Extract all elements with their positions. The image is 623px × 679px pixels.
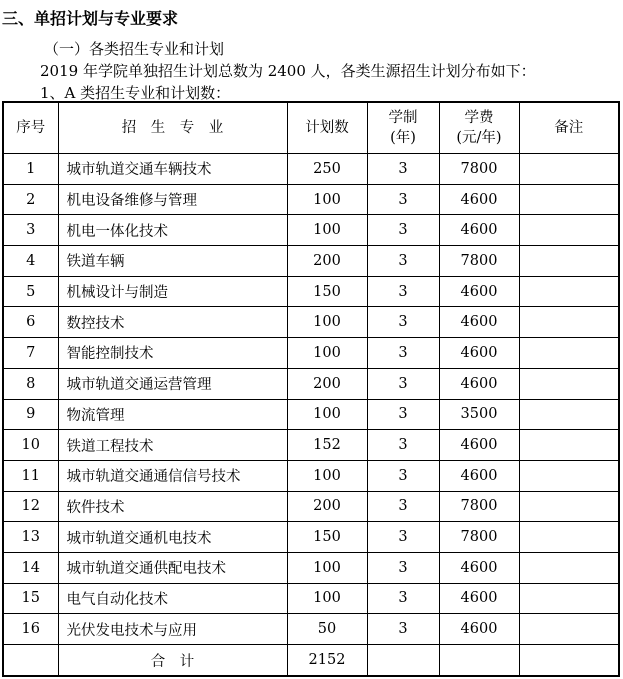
row-major: 机电一体化技术 — [58, 215, 287, 246]
table-row — [3, 246, 619, 277]
row-duration: 3 — [367, 460, 439, 491]
total-fee-cell — [439, 645, 519, 677]
row-plan: 100 — [287, 399, 367, 430]
table-row — [3, 491, 619, 522]
row-fee: 4600 — [439, 430, 519, 461]
header-duration-line2: (年) — [390, 130, 416, 146]
table-row — [3, 307, 619, 338]
row-plan: 200 — [287, 491, 367, 522]
header-plan: 计划数 — [287, 102, 367, 154]
header-duration-line1: 学制 — [388, 110, 418, 126]
row-fee: 4600 — [439, 583, 519, 614]
row-duration: 3 — [367, 276, 439, 307]
row-fee: 7800 — [439, 154, 519, 185]
row-fee: 4600 — [439, 215, 519, 246]
row-note — [519, 276, 619, 307]
total-notes-cell — [519, 645, 619, 677]
table-row — [3, 215, 619, 246]
table-row — [3, 430, 619, 461]
row-note — [519, 552, 619, 583]
row-index: 1 — [3, 154, 58, 185]
row-plan: 150 — [287, 276, 367, 307]
row-major: 物流管理 — [58, 399, 287, 430]
row-note — [519, 583, 619, 614]
row-note — [519, 460, 619, 491]
row-major: 城市轨道交通车辆技术 — [58, 154, 287, 185]
enrollment-plan-table — [2, 101, 620, 677]
row-plan: 100 — [287, 338, 367, 369]
row-duration: 3 — [367, 522, 439, 553]
row-major: 铁道工程技术 — [58, 430, 287, 461]
row-major: 城市轨道交通供配电技术 — [58, 552, 287, 583]
row-major: 智能控制技术 — [58, 338, 287, 369]
row-duration: 3 — [367, 552, 439, 583]
row-note — [519, 522, 619, 553]
row-index: 16 — [3, 614, 58, 645]
header-index: 序号 — [3, 102, 58, 154]
row-note — [519, 491, 619, 522]
total-label: 合 计 — [58, 645, 287, 677]
row-index: 9 — [3, 399, 58, 430]
row-major: 城市轨道交通通信信号技术 — [58, 460, 287, 491]
row-plan: 100 — [287, 583, 367, 614]
row-major: 数控技术 — [58, 307, 287, 338]
table-row — [3, 154, 619, 185]
row-index: 11 — [3, 460, 58, 491]
row-note — [519, 154, 619, 185]
row-major: 机械设计与制造 — [58, 276, 287, 307]
row-note — [519, 184, 619, 215]
row-index: 4 — [3, 246, 58, 277]
row-note — [519, 430, 619, 461]
row-plan: 250 — [287, 154, 367, 185]
row-index: 5 — [3, 276, 58, 307]
row-plan: 100 — [287, 460, 367, 491]
row-major: 电气自动化技术 — [58, 583, 287, 614]
row-index: 14 — [3, 552, 58, 583]
row-index: 3 — [3, 215, 58, 246]
row-plan: 100 — [287, 552, 367, 583]
row-duration: 3 — [367, 154, 439, 185]
total-index-cell — [3, 645, 58, 677]
header-notes: 备注 — [519, 102, 619, 154]
row-duration: 3 — [367, 491, 439, 522]
row-duration: 3 — [367, 307, 439, 338]
header-major: 招 生 专 业 — [58, 102, 287, 154]
row-plan: 100 — [287, 307, 367, 338]
total-duration-cell — [367, 645, 439, 677]
table-row — [3, 368, 619, 399]
table-row — [3, 399, 619, 430]
row-duration: 3 — [367, 246, 439, 277]
header-fee — [439, 102, 519, 154]
table-row — [3, 338, 619, 369]
row-note — [519, 338, 619, 369]
row-fee: 4600 — [439, 552, 519, 583]
row-fee: 4600 — [439, 184, 519, 215]
row-index: 15 — [3, 583, 58, 614]
row-fee: 7800 — [439, 522, 519, 553]
table-header-row — [3, 102, 619, 154]
intro-paragraph: 2019 年学院单独招生计划总数为 2400 人，各类生源招生计划分布如下： — [40, 62, 536, 80]
header-duration — [367, 102, 439, 154]
row-fee: 4600 — [439, 338, 519, 369]
row-plan: 100 — [287, 215, 367, 246]
table-row — [3, 276, 619, 307]
row-duration: 3 — [367, 614, 439, 645]
row-major: 铁道车辆 — [58, 246, 287, 277]
row-note — [519, 399, 619, 430]
row-note — [519, 614, 619, 645]
row-fee: 4600 — [439, 460, 519, 491]
row-duration: 3 — [367, 184, 439, 215]
total-plan: 2152 — [287, 645, 367, 677]
row-duration: 3 — [367, 430, 439, 461]
row-plan: 100 — [287, 184, 367, 215]
row-plan: 150 — [287, 522, 367, 553]
header-fee-line2: (元/年) — [456, 130, 502, 146]
row-plan: 200 — [287, 368, 367, 399]
row-fee: 4600 — [439, 614, 519, 645]
row-fee: 7800 — [439, 246, 519, 277]
row-fee: 7800 — [439, 491, 519, 522]
row-fee: 4600 — [439, 307, 519, 338]
total-row — [3, 645, 619, 677]
row-major: 城市轨道交通机电技术 — [58, 522, 287, 553]
row-plan: 152 — [287, 430, 367, 461]
row-index: 8 — [3, 368, 58, 399]
row-note — [519, 246, 619, 277]
row-plan: 50 — [287, 614, 367, 645]
row-index: 13 — [3, 522, 58, 553]
row-fee: 4600 — [439, 276, 519, 307]
table-row — [3, 460, 619, 491]
header-fee-line1: 学费 — [464, 110, 494, 126]
row-major: 机电设备维修与管理 — [58, 184, 287, 215]
row-index: 12 — [3, 491, 58, 522]
row-major: 城市轨道交通运营管理 — [58, 368, 287, 399]
row-note — [519, 368, 619, 399]
table-row — [3, 583, 619, 614]
row-index: 6 — [3, 307, 58, 338]
row-duration: 3 — [367, 368, 439, 399]
row-major: 软件技术 — [58, 491, 287, 522]
row-major: 光伏发电技术与应用 — [58, 614, 287, 645]
row-duration: 3 — [367, 399, 439, 430]
row-note — [519, 215, 619, 246]
row-duration: 3 — [367, 215, 439, 246]
row-fee: 3500 — [439, 399, 519, 430]
table-row — [3, 552, 619, 583]
row-plan: 200 — [287, 246, 367, 277]
row-index: 2 — [3, 184, 58, 215]
row-duration: 3 — [367, 338, 439, 369]
category-title: 1、A 类招生专业和计划数： — [40, 84, 231, 102]
row-fee: 4600 — [439, 368, 519, 399]
section-title: 三、单招计划与专业要求 — [2, 9, 179, 28]
row-index: 10 — [3, 430, 58, 461]
table-row — [3, 522, 619, 553]
subsection-title: （一）各类招生专业和计划 — [44, 40, 225, 58]
table-row — [3, 184, 619, 215]
table-row — [3, 614, 619, 645]
row-index: 7 — [3, 338, 58, 369]
row-duration: 3 — [367, 583, 439, 614]
row-note — [519, 307, 619, 338]
